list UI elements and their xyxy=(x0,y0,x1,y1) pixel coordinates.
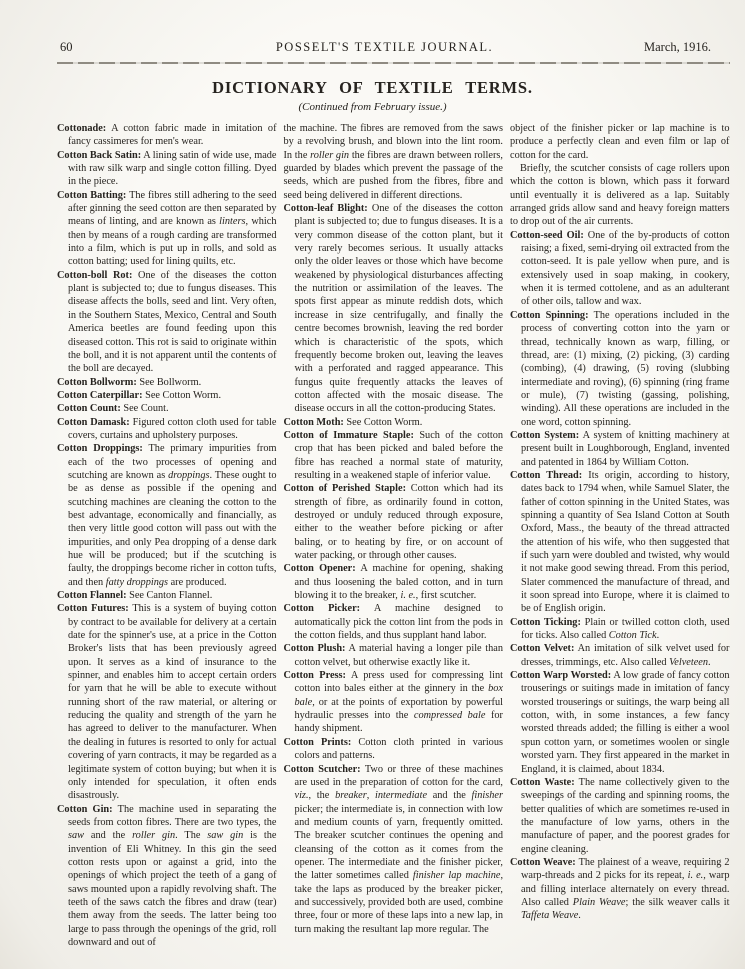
entry-term: Cotton System: xyxy=(510,429,580,441)
entry-term: Cotton Batting: xyxy=(57,189,127,201)
entry-term: Cotton Plush: xyxy=(283,643,346,655)
entry-text: Its origin, according to history, dates back to 1794 when, while Samuel Slater, the father of cotton spinning in the United States, was spinning a quantity of Sea Island Cotton at South Oxford, Mass., the beauty of the thread attracted the attention of his wife, who then suggested that if such yarn were doubled and twisted, why would it not make good sewing thread. From this period, Slater commenced the manufacture of thread, and it soon spread into Europe, where it is claimed to be of English origin. xyxy=(521,469,730,615)
entry-term: Cotton-boll Rot: xyxy=(57,269,133,281)
entry-text: A system of knitting machinery at present built in Loughborough, England, invented and patented in 1864 by William Cotton. xyxy=(521,429,730,468)
entry-term: Cotton Spinning: xyxy=(510,309,589,321)
entry-text: Figured cotton cloth used for table covers, curtains and upholstery purposes. xyxy=(68,416,277,441)
entry-text: A low grade of fancy cotton trouserings or suitings made in imitation of fancy worsted trouserings or suitings, the warp being all cotton, with, in some instances, a few fancy worsted threads added; the filling is either a wool spun cotton yarn, or sometimes woolen or single worsted yarn. They first appeared in the market in England, it is claimed, about 1834. xyxy=(521,670,730,775)
article-body xyxy=(57,122,730,949)
entry-text: One of the diseases the cotton plant is subjected to; due to fungus diseases. This disease affects the bolls, seed and lint. Very often, in the Southern States, Mexico, Central and South America beetles are found feeding upon this diseased cotton. This rot is said to originate within the boll, and it is not apparent until the contents of the boll are decayed. xyxy=(68,269,277,375)
entry-term: Cotton of Immature Staple: xyxy=(283,429,414,441)
dictionary-entry xyxy=(510,429,730,469)
entry-term: Cotton of Perished Staple: xyxy=(283,483,406,495)
page-number: 60 xyxy=(60,40,73,54)
entry-text: Two or three of these machines are used in the preparation of cotton for the card, viz., the breaker, intermediate and the finisher picker; the intermediate is, in connection with low and medium counts of yarn, frequently omitted. The breaker scutcher continues the opening and cleansing of the cotton as it comes from the opener. The intermediate and the finisher picker, the latter sometimes called finisher lap machine, take the laps as produced by the breaker picker, and successively, provided both are used, combine three, four or more of these laps into a new lap, in turn making the resultant lap more regular. The xyxy=(294,763,504,935)
dictionary-entry xyxy=(510,642,730,669)
entry-text: An imitation of silk velvet used for dresses, trimmings, etc. Also called Velveteen. xyxy=(521,643,730,668)
entry-text: The name collectively given to the sweepings of the carding and spinning rooms, the better qualities of which are sometimes re-used in the manufacture of low yarns, others in the manufacture of paper, and the poorest grades for engine cleaning. xyxy=(521,776,730,855)
entry-text: Briefly, the scutcher consists of cage rollers upon which the cotton is blown, which pass it forward until eventually it is delivered as a lap. Suitably arranged grids allow sand and heavy foreign matters to drop out of the air currents. xyxy=(510,163,730,228)
dictionary-entry xyxy=(57,149,277,189)
text-block xyxy=(510,162,730,229)
entry-term: Cotton Moth: xyxy=(283,416,344,428)
entry-text: The machine used in separating the seeds from cotton fibres. There are two types, the saw and the roller gin. The saw gin is the invention of Eli Whitney. In this gin the seed cotton rests upon or against a grid, into the openings of which project the teeth of a gang of saws mounted upon a rapidly revolving shaft. The teeth of the saws catch the fibres and draw (tear) them away from the seeds. The latter being too large to pass through the openings of the grid, roll downward and out of xyxy=(68,803,277,948)
entry-term: Cotton Weave: xyxy=(510,856,576,868)
dictionary-entry xyxy=(284,736,504,763)
dictionary-entry xyxy=(284,669,504,736)
dictionary-entry xyxy=(57,376,277,389)
text-column-1 xyxy=(57,122,277,949)
dictionary-entry xyxy=(510,856,730,923)
entry-text: The primary impurities from each of the two processes of opening and scutching are known as droppings. These ought to be as dense as possible if the opening and scutching machines are cleaning the cotton to the best advantage, economically and financially, as then very little good cotton will pass out with the impurities, and only Pea dropping of a dense dark hue will be produced; but if the scutching is faulty, the droppings become richer in cotton tufts, and then fatty droppings are produced. xyxy=(68,443,277,588)
dictionary-entry xyxy=(284,562,504,602)
entry-text: See Count. xyxy=(123,403,169,415)
entry-text: One of the by-products of cotton raising; a fixed, semi-drying oil extracted from the cotton-seed. It is pale yellow when pure, and is extensively used in soap making, in cookery, when it is termed cottolene, and as an adulterant of other oils, tallow and wax. xyxy=(521,229,730,308)
entry-text: One of the diseases the cotton plant is subjected to; due to fungus diseases. It is a very common disease of the cotton plant, but it very rarely becomes serious. It usually attacks only the older leaves or those which have become weakened by physiological disturbances affecting the nutrition or assimilation of the leaves. The spots first appear as minute reddish dots, which increase in size centrifugally, and finally the centre becomes brownish, leaving the red border which is characteristic of the spots, which frequently become broken out, leaving the leaves with a perforated and ragged appearance. This fungus quite frequently attacks the leaves of cotton affected with the mosaic disease. The disease occurs in all the cotton-producing States. xyxy=(294,203,503,415)
entry-term: Cotton Prints: xyxy=(283,736,352,748)
dictionary-entry xyxy=(510,309,730,429)
dictionary-entry xyxy=(510,469,730,616)
entry-text: This is a system of buying cotton by contract to be available for delivery at a certain date for the spinner's use, at a price in the Cotton Broker's lists that has been previously agreed upon. It serves as a kind of insurance to the spinner, and enables him to accept certain orders for yarn that he will be able to execute without running short of the raw material, or altering or reducing the quality and strength of the yarn he has agreed to deliver to the manufacturer. When the dealing in futures is resorted to only for actual covering of yarn contracts, it may be regarded as a legitimate system of cotton buying; but when it is only intended for speculation, it often ends disastrously. xyxy=(68,603,277,802)
dictionary-entry xyxy=(57,189,277,269)
entry-term: Cotton Opener: xyxy=(283,563,356,575)
entry-term: Cotton Warp Worsted: xyxy=(510,670,612,682)
entry-term: Cotton Bollworm: xyxy=(57,376,137,388)
dictionary-entry xyxy=(57,442,277,589)
entry-term: Cotton-leaf Blight: xyxy=(283,203,368,215)
dictionary-entry xyxy=(284,482,504,562)
dictionary-entry xyxy=(284,202,504,416)
dictionary-entry xyxy=(510,776,730,856)
entry-text: The operations included in the process of converting cotton into the yarn or thread, technically known as warp, filling, or thread, are: (1) mixing, (2) picking, (3) carding (combing), (4) drawing, (5) roving (slubbing intermediate and roving), (6) spinning (ring frame or mule), (7) twisting (gassing, polishing, winding). All these operations are included in the one word, cotton spinning. xyxy=(521,309,730,428)
journal-title: POSSELT'S TEXTILE JOURNAL. xyxy=(275,40,494,54)
entry-term: Cotton Droppings: xyxy=(57,443,143,455)
dictionary-entry xyxy=(284,602,504,642)
entry-text: See Cotton Worm. xyxy=(145,389,222,401)
dictionary-entry xyxy=(57,122,277,149)
dictionary-entry xyxy=(57,416,277,443)
text-column-2 xyxy=(284,122,504,949)
header-rule xyxy=(57,62,730,64)
entry-text: A cotton fabric made in imitation of fancy cassimeres for men's wear. xyxy=(68,123,277,148)
entry-term: Cotton Picker: xyxy=(283,603,361,615)
entry-text: A machine designed to automatically pick the cotton lint from the pods in the cotton fields, and thus supplant hand labor. xyxy=(294,603,503,642)
entry-text: the machine. The fibres are removed from the saws by a revolving brush, and blown into the lint room. In the roller gin the fibres are drawn between rollers, guarded by blades which prevent the passage of the seeds, which are pushed from the fibres, fibre and seed being delivered in different directions. xyxy=(283,123,503,201)
text-block xyxy=(284,122,504,202)
dictionary-entry xyxy=(284,763,504,936)
entry-term: Cotton Caterpillar: xyxy=(57,389,143,401)
entry-term: Cotton Futures: xyxy=(57,603,129,615)
dictionary-entry xyxy=(57,589,277,602)
entry-text: Cotton which had its strength of fibre, as ordinarily found in cotton, destroyed or unduly reduced through exposure, either to the weather before picking or after baling, or to heating by fire, or on account of water packing, or through other causes. xyxy=(294,483,503,561)
entry-term: Cottonade: xyxy=(57,123,107,134)
dictionary-entry xyxy=(510,229,730,309)
entry-term: Cotton Back Satin: xyxy=(57,149,142,161)
entry-text: A material having a longer pile than cotton velvet, but otherwise exactly like it. xyxy=(294,643,503,668)
entry-term: Cotton Press: xyxy=(283,670,346,682)
dictionary-entry xyxy=(284,642,504,669)
dictionary-entry xyxy=(284,429,504,482)
dictionary-entry xyxy=(284,416,504,429)
entry-term: Cotton Ticking: xyxy=(510,616,581,628)
entry-text: A machine for opening, shaking and thus loosening the baled cotton, and in turn blowing it to the breaker, i. e., first scutcher. xyxy=(294,563,503,602)
entry-text: Such of the cotton crop that has been picked and baled before the fibre has reached a normal state of maturity, resulting in a weakened staple of inferior value. xyxy=(294,429,503,481)
entry-term: Cotton Thread: xyxy=(510,469,583,481)
entry-term: Cotton-seed Oil: xyxy=(510,229,584,241)
dictionary-entry xyxy=(57,602,277,802)
dictionary-entry xyxy=(57,389,277,402)
text-block xyxy=(510,122,730,162)
article-subtitle: (Continued from February issue.) xyxy=(298,101,447,113)
entry-text: See Bollworm. xyxy=(139,376,202,388)
entry-text: Cotton cloth printed in various colors and patterns. xyxy=(294,736,503,762)
entry-text: See Cotton Worm. xyxy=(346,416,423,428)
entry-term: Cotton Waste: xyxy=(510,776,575,788)
entry-text: A press used for compressing lint cotton into bales either at the ginnery in the box bale, or at the points of exportation by powerful hydraulic presses into the compressed bale for handy shipment. xyxy=(294,670,503,735)
dictionary-entry xyxy=(57,803,277,950)
article-title: DICTIONARY OF TEXTILE TERMS. xyxy=(212,78,533,97)
issue-date: March, 1916. xyxy=(644,40,711,54)
entry-text: A lining satin of wide use, made with raw silk warp and single cotton filling. Dyed in the piece. xyxy=(68,149,277,188)
dictionary-entry xyxy=(57,402,277,415)
entry-term: Cotton Flannel: xyxy=(57,590,127,602)
text-column-3 xyxy=(510,122,730,949)
entry-term: Cotton Gin: xyxy=(57,803,113,815)
running-head xyxy=(58,40,711,57)
entry-text: See Canton Flannel. xyxy=(129,590,213,602)
entry-text: Plain or twilled cotton cloth, used for ticks. Also called Cotton Tick. xyxy=(521,616,730,642)
dictionary-entry xyxy=(510,616,730,643)
entry-term: Cotton Count: xyxy=(57,403,121,415)
entry-text: The fibres still adhering to the seed after ginning the seed cotton are then separated by means of linting, and are known as linters, which then by means of a rough carding are transformed into a film, which is put up in rolls, and sold as cotton batting; used for lining quilts, etc. xyxy=(68,189,277,268)
entry-text: object of the finisher picker or lap machine is to produce a perfectly clean and even film or lap of cotton for the card. xyxy=(510,123,730,161)
entry-text: The plainest of a weave, requiring 2 warp-threads and 2 picks for its repeat, i. e., warp and filling interlace alternately on every thread. Also called Plain Weave; the silk weaver calls it Taffeta Weave. xyxy=(521,856,730,922)
entry-term: Cotton Scutcher: xyxy=(283,763,361,775)
dictionary-entry xyxy=(57,269,277,376)
entry-term: Cotton Velvet: xyxy=(510,643,575,655)
entry-term: Cotton Damask: xyxy=(57,416,130,428)
dictionary-entry xyxy=(510,669,730,776)
